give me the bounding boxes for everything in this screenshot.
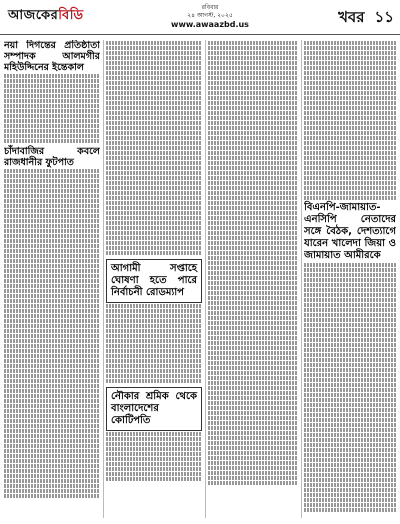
section-header [338,6,394,31]
article-body-2 [4,169,100,498]
column-4 [304,40,396,520]
column-divider-2 [205,40,206,518]
article-body-7 [304,41,396,200]
article-body-8 [304,263,396,512]
date-block [150,4,270,20]
headline-footpath: চাঁদাবাজির কবলে রাজধানীর ফুটপাত [4,146,100,168]
headline-alamgir: নয়া দিগন্তের প্রতিষ্ঠাতা সম্পাদক আলমগীর মহিউদ্দিনের ইন্তেকাল [4,40,100,73]
headline-roadmap: আগামী সপ্তাহে ঘোষণা হতে পারে নির্বাচনী রোডম্যাপ [111,263,197,298]
day-label: রবিবার [201,4,219,11]
article-body-3 [106,41,202,255]
logo-text-1: আজকের [8,8,59,23]
column-2 [106,40,202,520]
masthead-divider [0,34,400,35]
column-divider-3 [301,40,302,518]
page-number: ১১ [374,8,394,26]
section-title: খবর [338,8,365,26]
date-label: ২৪ আগস্ট, ২০২৫ [187,12,233,19]
roadmap-box [106,259,202,303]
headline-boat-worker: নৌকার শ্রমিক থেকে বাংলাদেশের কোটিপতি [111,391,197,426]
article-body-4 [106,304,202,383]
column-divider-1 [103,40,104,518]
column-3 [208,40,298,520]
article-body-1 [4,74,100,143]
headline-bnp-meeting: বিএনপি-জামায়াত-এনসিপি নেতাদের সঙ্গে বৈঠক, দেশত্যাগে যারেন খালেদা জিয়া ও জামায়াত আমীরকে [304,202,396,261]
article-body-5 [106,432,202,481]
site-url: www.awaazbd.us [171,20,249,29]
column-1 [4,40,100,520]
logo-text-2: বিডি [58,8,84,23]
newspaper-logo [8,6,84,27]
masthead [0,0,400,42]
boat-worker-box [106,387,202,431]
article-body-6 [208,41,298,485]
